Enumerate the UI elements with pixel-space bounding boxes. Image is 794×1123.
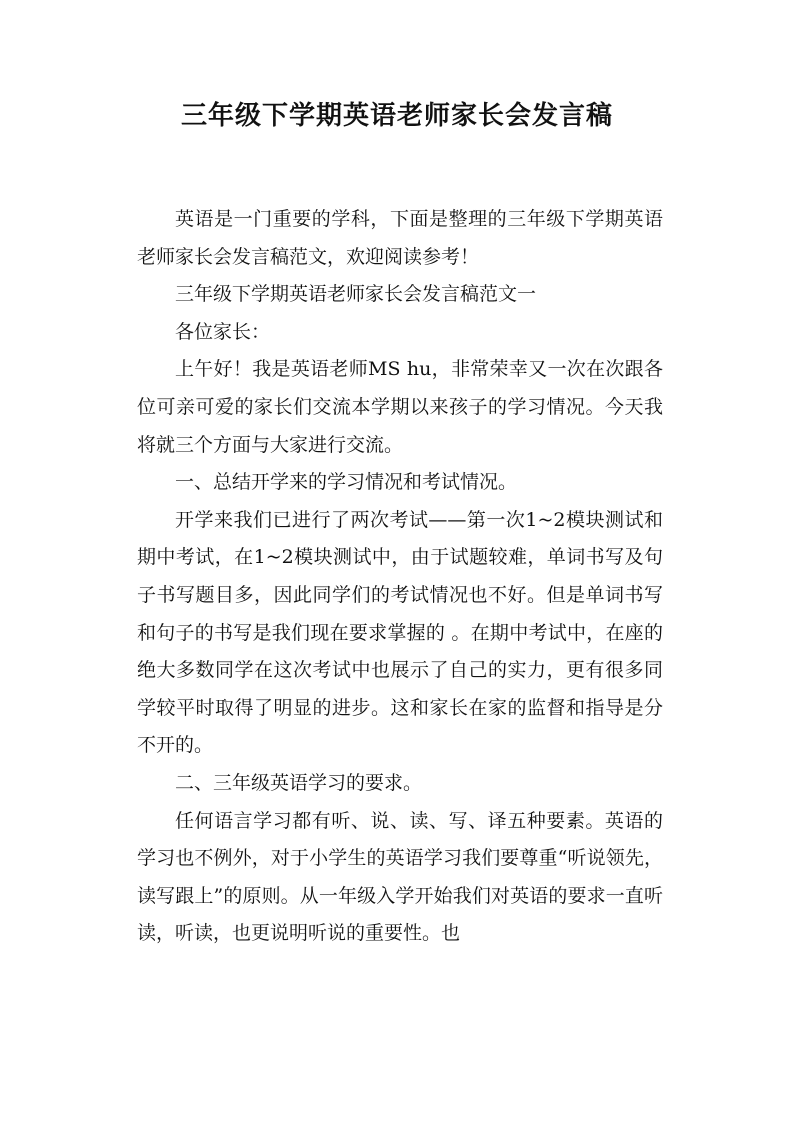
paragraph-exam-summary: 开学来我们已进行了两次考试——第一次1~2模块测试和期中考试，在1~2模块测试中，由于试题较难，单词书写及句子书写题目多，因此同学们的考试情况也不好。但是单词书写和句子的书写是我们现在要求掌握的 。在期中考试中，在座的绝大多数同学在这次考试中也展示了自己的实力，更有很多同学较平时取得了明显的进步。这和家长在家的监督和指导是分不开的。 [137, 508, 663, 757]
document-title: 三年级下学期英语老师家长会发言稿 [180, 101, 613, 131]
paragraph-salutation: 各位家长： [175, 320, 271, 343]
paragraph-intro: 英语是一门重要的学科，下面是整理的三年级下学期英语老师家长会发言稿范文，欢迎阅读参考！ [137, 208, 663, 268]
paragraph-section-heading: 三年级下学期英语老师家长会发言稿范文一 [175, 283, 537, 306]
paragraph-greeting: 上午好！我是英语老师MS hu，非常荣幸又一次在次跟各位可亲可爱的家长们交流本学期以来孩子的学习情况。今天我将就三个方面与大家进行交流。 [137, 358, 663, 456]
paragraph-point-one-heading: 一、总结开学来的学习情况和考试情况。 [175, 471, 518, 494]
document-body [137, 201, 663, 953]
paragraph-learning-requirements: 任何语言学习都有听、说、读、写、译五种要素。英语的学习也不例外，对于小学生的英语学习我们要尊重“听说领先，读写跟上”的原则。从一年级入学开始我们对英语的要求一直听读，听读，也更说明听说的重要性。也 [137, 809, 663, 945]
paragraph-point-two-heading: 二、三年级英语学习的要求。 [175, 771, 423, 794]
